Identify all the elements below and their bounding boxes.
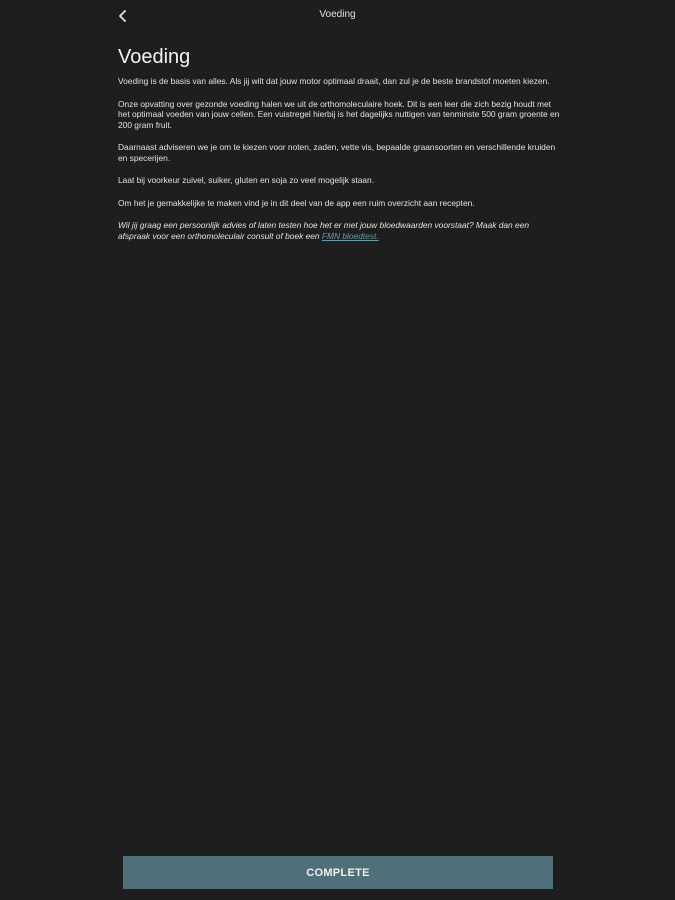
article-paragraph: Om het je gemakkelijke te maken vind je in dit deel van de app een ruim overzicht aan recepten. [118, 197, 475, 208]
advice-paragraph [118, 220, 560, 241]
article-paragraph: Daarnaast adviseren we je om te kiezen voor noten, zaden, vette vis, bepaalde graansoorten en verschillende kruiden en specerijen. [118, 142, 556, 163]
complete-button[interactable]: COMPLETE [123, 856, 553, 889]
article-content [118, 44, 560, 253]
article-paragraph: Laat bij voorkeur zuivel, suiker, gluten en soja zo veel mogelijk staan. [118, 175, 375, 185]
advice-text: Wil jij graag een persoonlijk advies of laten testen hoe het er met jouw bloedwaarden voorstaat? Maak dan een afspraak voor een orthomoleculair consult of boek een [118, 220, 530, 241]
fmn-bloedtest-link[interactable]: FMN bloedtest. [321, 230, 379, 241]
article-paragraph: Voeding is de basis van alles. Als jij wilt dat jouw motor optimaal draait, dan zul je de beste brandstof moeten kiezen. [118, 76, 550, 86]
top-app-bar [0, 0, 675, 32]
header-title: Voeding [319, 9, 356, 20]
page-title: Voeding [118, 46, 191, 68]
article-paragraph: Onze opvatting over gezonde voeding halen we uit de orthomoleculaire hoek. Dit is een leer die zich bezig houdt met het optimaal voeden van jouw cellen. Een vuistregel hierbij is het dagelijks nuttigen van tenminste 500 gram groente en 200 gram fruit. [118, 98, 560, 130]
